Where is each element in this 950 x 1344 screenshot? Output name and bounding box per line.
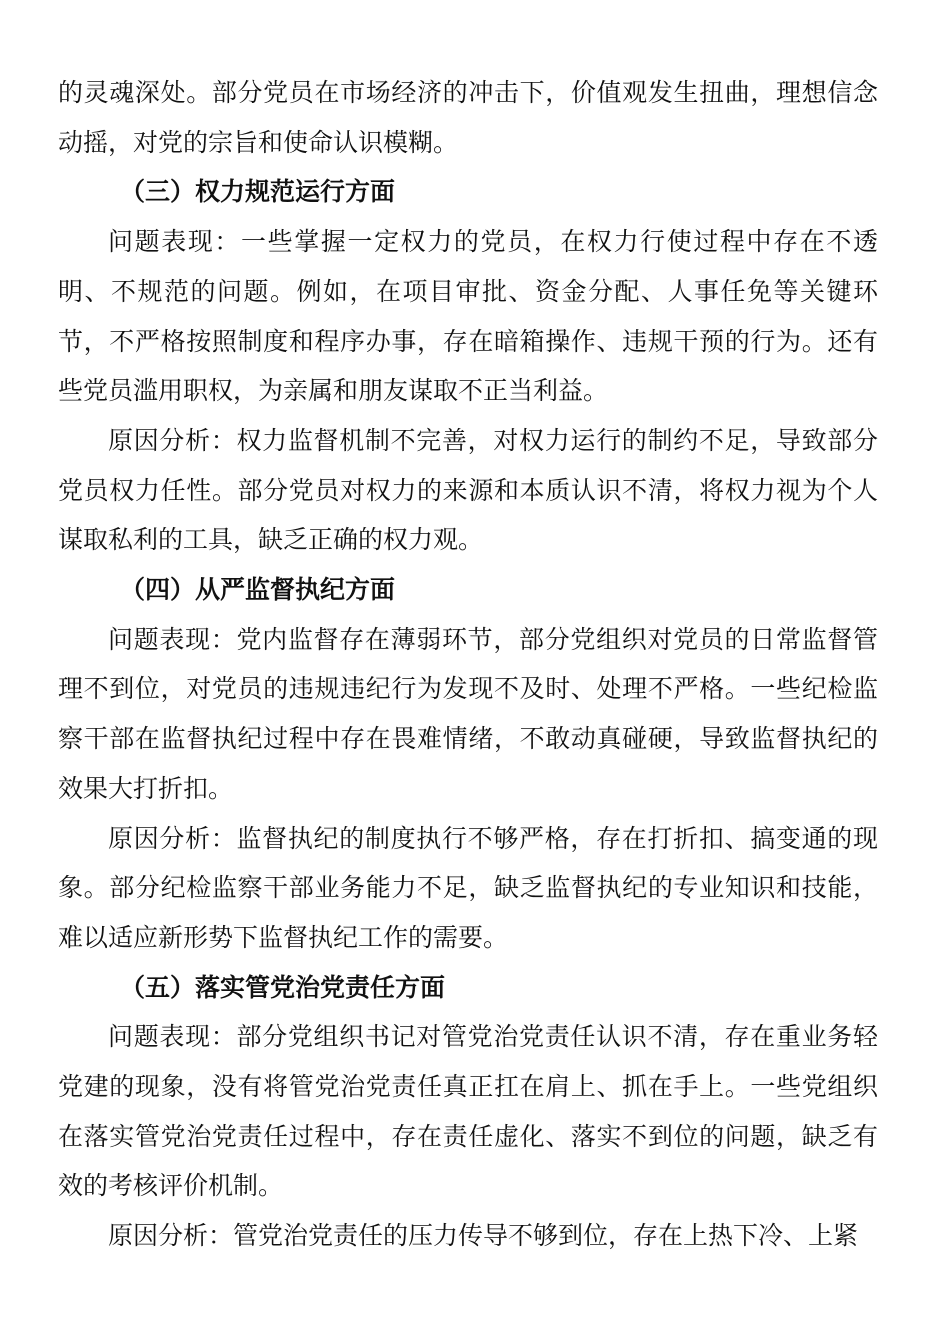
cause-paragraph-responsibility: 原因分析：管党治党责任的压力传导不够到位，存在上热下冷、上紧 [108, 1221, 859, 1251]
document-body [58, 68, 878, 1261]
problem-paragraph-responsibility: 问题表现：部分党组织书记对管党治党责任认识不清，存在重业务轻党建的现象，没有将管党治党责任真正扛在肩上、抓在手上。一些党组织在落实管党治党责任过程中，存在责任虚化、落实不到位的问题，缺乏有效的考核评价机制。 [58, 1022, 878, 1201]
problem-paragraph-power: 问题表现：一些掌握一定权力的党员，在权力行使过程中存在不透明、不规范的问题。例如，在项目审批、资金分配、人事任免等关键环节，不严格按照制度和程序办事，存在暗箱操作、违规干预的行为。还有些党员滥用职权，为亲属和朋友谋取不正当利益。 [58, 227, 878, 406]
cause-paragraph-supervision: 原因分析：监督执纪的制度执行不够严格，存在打折扣、搞变通的现象。部分纪检监察干部业务能力不足，缺乏监督执纪的专业知识和技能，难以适应新形势下监督执纪工作的需要。 [58, 823, 878, 952]
section-heading-responsibility: （五）落实管党治党责任方面 [120, 972, 446, 1002]
cause-paragraph-power: 原因分析：权力监督机制不完善，对权力运行的制约不足，导致部分党员权力任性。部分党员对权力的来源和本质认识不清，将权力视为个人谋取私利的工具，缺乏正确的权力观。 [58, 425, 878, 555]
problem-paragraph-supervision: 问题表现：党内监督存在薄弱环节，部分党组织对党员的日常监督管理不到位，对党员的违规违纪行为发现不及时、处理不严格。一些纪检监察干部在监督执纪过程中存在畏难情绪，不敢动真碰硬，导致监督执纪的效果大打折扣。 [58, 624, 878, 803]
section-heading-power: （三）权力规范运行方面 [120, 177, 396, 207]
intro-paragraph: 的灵魂深处。部分党员在市场经济的冲击下，价值观发生扭曲，理想信念动摇，对党的宗旨和使命认识模糊。 [58, 78, 878, 157]
section-heading-supervision: （四）从严监督执纪方面 [120, 575, 396, 605]
